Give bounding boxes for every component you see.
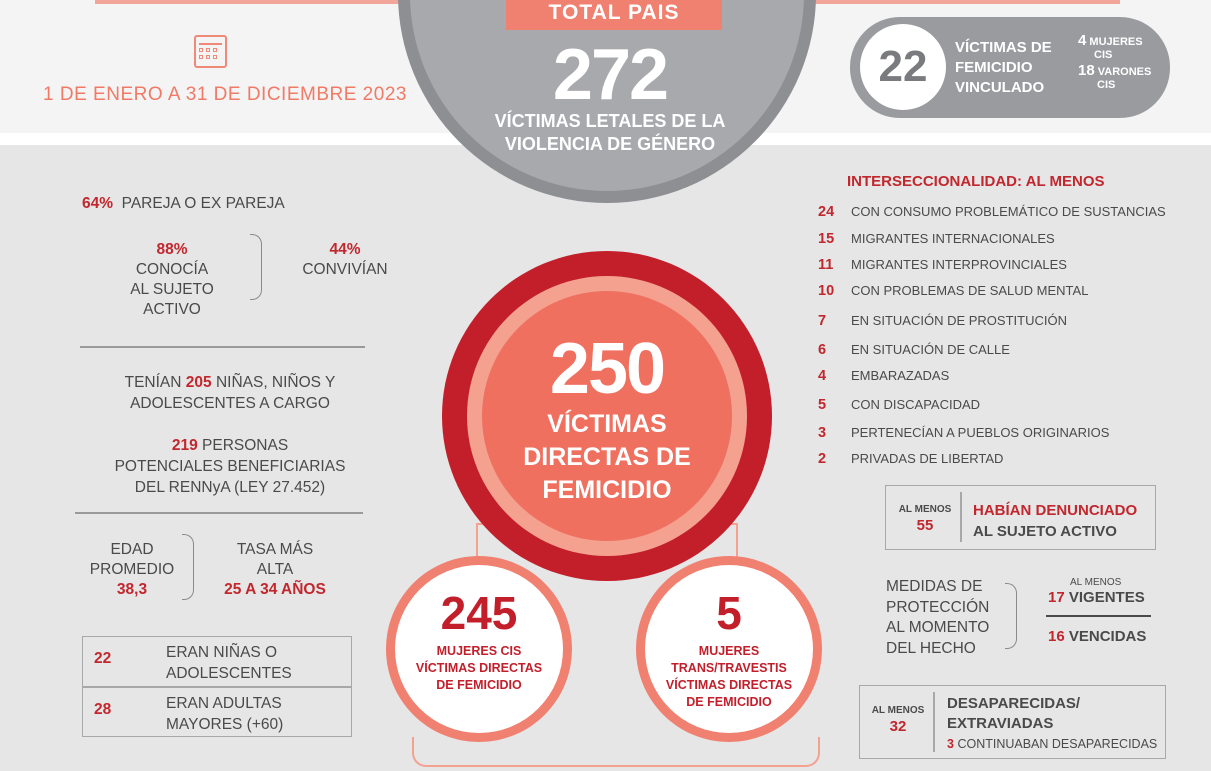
- bottom-brace: [412, 737, 820, 767]
- total-label: TOTAL PAIS: [506, 0, 722, 30]
- interseccionalidad-title: INTERSECCIONALIDAD: AL MENOS: [847, 173, 1105, 190]
- tasa-stat: TASA MÁS ALTA 25 A 34 AÑOS: [224, 541, 326, 598]
- total-number: 272: [552, 35, 668, 115]
- box-divider: [933, 692, 935, 752]
- mayores-number: 28: [94, 701, 112, 718]
- beneficiarias-stat: 219 PERSONAS POTENCIALES BENEFICIARIAS DEL RENNyA (LEY 27.452): [114, 437, 346, 496]
- list-item: 5 CON DISCAPACIDAD: [818, 397, 981, 413]
- list-item: 2 PRIVADAS DE LIBERTAD: [818, 451, 1004, 467]
- vencidas-stat: 16 VENCIDAS: [1048, 628, 1147, 645]
- medidas-label: MEDIDAS DE PROTECCIÓN AL MOMENTO DEL HECHO: [886, 578, 990, 657]
- vinculado-label: VÍCTIMAS DE FEMICIDIO VINCULADO: [955, 39, 1052, 96]
- list-item: 4 EMBARAZADAS: [818, 368, 950, 384]
- edad-stat: EDAD PROMEDIO 38,3: [89, 541, 175, 598]
- denuncia-count: AL MENOS 55: [898, 504, 952, 534]
- trans-number: 5: [716, 587, 742, 639]
- trans-label: MUJERES TRANS/TRAVESTIS VÍCTIMAS DIRECTAS DE FEMICIDIO: [665, 644, 793, 709]
- divider: [75, 512, 363, 514]
- pareja-stat: 64% PAREJA O EX PAREJA: [82, 195, 285, 212]
- femicidio-label: VÍCTIMAS DIRECTAS DE FEMICIDIO: [523, 410, 691, 504]
- list-item: 15 MIGRANTES INTERNACIONALES: [818, 231, 1055, 247]
- cis-number: 245: [440, 587, 518, 639]
- brace-conocia: [250, 234, 262, 300]
- ninas-label: ERAN NIÑAS O ADOLESCENTES: [166, 644, 292, 682]
- desaparecidas-count: AL MENOS 32: [871, 705, 925, 735]
- date-range: 1 DE ENERO A 31 DE DICIEMBRE 2023: [43, 84, 407, 105]
- list-item: 6 EN SITUACIÓN DE CALLE: [818, 342, 1010, 358]
- table-divider: [82, 686, 352, 688]
- list-item: 3 PERTENECÍAN A PUEBLOS ORIGINARIOS: [818, 425, 1110, 441]
- desaparecidas-label: DESAPARECIDAS/ EXTRAVIADAS: [947, 695, 1081, 732]
- vinculado-breakdown: 4 MUJERES CIS 18 VARONES CIS: [1078, 32, 1152, 91]
- denuncia-label: HABÍAN DENUNCIADO AL SUJETO ACTIVO: [973, 502, 1138, 540]
- ninas-number: 22: [94, 650, 112, 667]
- calendar-icon: [194, 35, 227, 68]
- cargo-stat: TENÍAN 205 NIÑAS, NIÑOS Y ADOLESCENTES A CARGO: [124, 374, 336, 412]
- divider: [80, 346, 365, 348]
- list-item: 7 EN SITUACIÓN DE PROSTITUCIÓN: [818, 313, 1067, 329]
- list-item: 11 MIGRANTES INTERPROVINCIALES: [818, 257, 1067, 273]
- box-divider: [960, 492, 962, 542]
- vigentes-qualifier: AL MENOS: [1070, 577, 1122, 588]
- cis-label: MUJERES CIS VÍCTIMAS DIRECTAS DE FEMICIDIO: [415, 644, 543, 692]
- divider: [1046, 615, 1151, 617]
- conocia-stat: 88% CONOCÍA AL SUJETO ACTIVO: [130, 241, 214, 318]
- vigentes-stat: 17 VIGENTES: [1048, 589, 1145, 606]
- desaparecidas-sub: 3 CONTINUABAN DESAPARECIDAS: [947, 737, 1158, 751]
- vinculado-number: 22: [860, 24, 946, 110]
- total-caption: VÍCTIMAS LETALES DE LA VIOLENCIA DE GÉNERO: [494, 111, 726, 154]
- mayores-label: ERAN ADULTAS MAYORES (+60): [166, 695, 284, 733]
- brace-medidas: [1005, 583, 1017, 649]
- convivian-stat: 44% CONVIVÍAN: [302, 241, 388, 278]
- femicidio-number: 250: [549, 329, 665, 409]
- list-item: 24 CON CONSUMO PROBLEMÁTICO DE SUSTANCIAS: [818, 204, 1166, 220]
- brace-edad: [182, 534, 194, 600]
- list-item: 10 CON PROBLEMAS DE SALUD MENTAL: [818, 283, 1089, 299]
